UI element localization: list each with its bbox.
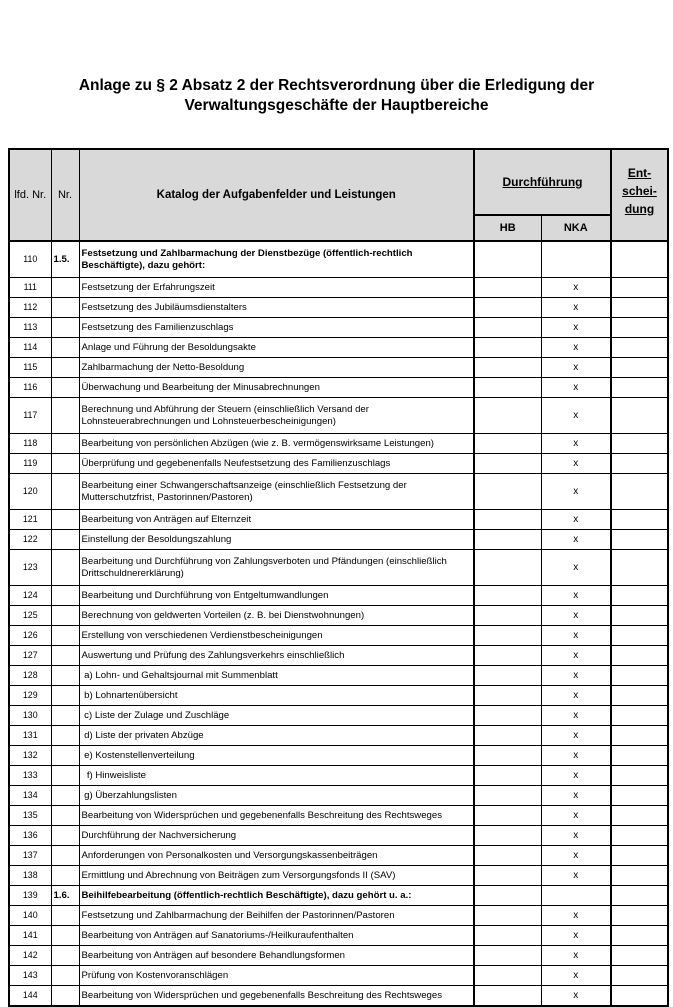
row-task-text: Zahlbarmachung der Netto-Besoldung — [79, 358, 474, 378]
row-entscheidung-mark — [611, 866, 668, 886]
row-nr — [51, 338, 79, 358]
row-nka-mark: x — [541, 318, 611, 338]
row-task-text: a) Lohn- und Gehaltsjournal mit Summenblatt — [79, 666, 474, 686]
row-nka-mark: x — [541, 906, 611, 926]
row-lfd-nr: 138 — [9, 866, 51, 886]
row-hb-mark — [474, 278, 541, 298]
table-row — [9, 586, 668, 606]
row-task-text: d) Liste der privaten Abzüge — [79, 726, 474, 746]
row-nr — [51, 946, 79, 966]
row-nka-mark: x — [541, 510, 611, 530]
row-hb-mark — [474, 886, 541, 906]
row-entscheidung-mark — [611, 986, 668, 1007]
row-nr — [51, 318, 79, 338]
row-hb-mark — [474, 298, 541, 318]
row-nka-mark: x — [541, 806, 611, 826]
row-hb-mark — [474, 434, 541, 454]
row-lfd-nr: 127 — [9, 646, 51, 666]
row-nr — [51, 786, 79, 806]
row-lfd-nr: 141 — [9, 926, 51, 946]
row-nka-mark: x — [541, 530, 611, 550]
row-entscheidung-mark — [611, 746, 668, 766]
row-hb-mark — [474, 318, 541, 338]
row-task-text: f) Hinweisliste — [79, 766, 474, 786]
row-nr — [51, 550, 79, 586]
row-lfd-nr: 125 — [9, 606, 51, 626]
row-lfd-nr: 135 — [9, 806, 51, 826]
table-row — [9, 338, 668, 358]
row-lfd-nr: 131 — [9, 726, 51, 746]
table-row — [9, 378, 668, 398]
row-nka-mark: x — [541, 786, 611, 806]
row-task-text: Anlage und Führung der Besoldungsakte — [79, 338, 474, 358]
row-entscheidung-mark — [611, 726, 668, 746]
table-row — [9, 806, 668, 826]
table-row — [9, 846, 668, 866]
row-hb-mark — [474, 646, 541, 666]
row-lfd-nr: 116 — [9, 378, 51, 398]
row-task-text: Auswertung und Prüfung des Zahlungsverkehrs einschließlich — [79, 646, 474, 666]
header-lfd-nr: lfd. Nr. — [9, 149, 51, 241]
row-nka-mark: x — [541, 378, 611, 398]
row-lfd-nr: 112 — [9, 298, 51, 318]
table-row — [9, 666, 668, 686]
row-lfd-nr: 144 — [9, 986, 51, 1007]
row-entscheidung-mark — [611, 474, 668, 510]
row-nka-mark: x — [541, 866, 611, 886]
row-lfd-nr: 115 — [9, 358, 51, 378]
row-nka-mark: x — [541, 966, 611, 986]
row-hb-mark — [474, 510, 541, 530]
row-nka-mark: x — [541, 434, 611, 454]
table-row — [9, 726, 668, 746]
row-task-text: b) Lohnartenübersicht — [79, 686, 474, 706]
row-nka-mark: x — [541, 926, 611, 946]
task-catalog-table — [8, 148, 669, 1007]
row-task-text: Durchführung der Nachversicherung — [79, 826, 474, 846]
row-hb-mark — [474, 666, 541, 686]
title-line-1: Anlage zu § 2 Absatz 2 der Rechtsverordnung über die Erledigung der — [78, 77, 595, 94]
header-durchfuehrung: Durchführung — [474, 149, 611, 215]
row-hb-mark — [474, 686, 541, 706]
row-lfd-nr: 128 — [9, 666, 51, 686]
row-entscheidung-mark — [611, 454, 668, 474]
row-lfd-nr: 119 — [9, 454, 51, 474]
row-lfd-nr: 111 — [9, 278, 51, 298]
table-row — [9, 626, 668, 646]
row-nr — [51, 726, 79, 746]
header-nka: NKA — [541, 215, 611, 241]
row-entscheidung-mark — [611, 646, 668, 666]
row-nka-mark: x — [541, 454, 611, 474]
row-nka-mark: x — [541, 646, 611, 666]
row-entscheidung-mark — [611, 298, 668, 318]
row-task-text: Festsetzung und Zahlbarmachung der Dienstbezüge (öffentlich-rechtlich Beschäftigte), dazu gehört: — [79, 241, 474, 278]
header-nr: Nr. — [51, 149, 79, 241]
row-entscheidung-mark — [611, 686, 668, 706]
table-row — [9, 398, 668, 434]
table-row — [9, 318, 668, 338]
row-hb-mark — [474, 474, 541, 510]
table-row — [9, 766, 668, 786]
row-hb-mark — [474, 866, 541, 886]
row-nr — [51, 454, 79, 474]
row-hb-mark — [474, 378, 541, 398]
row-entscheidung-mark — [611, 278, 668, 298]
row-lfd-nr: 143 — [9, 966, 51, 986]
table-row — [9, 986, 668, 1007]
row-task-text: Beihilfebearbeitung (öffentlich-rechtlich Beschäftigte), dazu gehört u. a.: — [79, 886, 474, 906]
row-task-text: Einstellung der Besoldungszahlung — [79, 530, 474, 550]
row-lfd-nr: 117 — [9, 398, 51, 434]
row-hb-mark — [474, 726, 541, 746]
row-hb-mark — [474, 550, 541, 586]
row-lfd-nr: 142 — [9, 946, 51, 966]
row-nka-mark: x — [541, 606, 611, 626]
row-nka-mark: x — [541, 686, 611, 706]
row-lfd-nr: 122 — [9, 530, 51, 550]
row-nr: 1.5. — [51, 241, 79, 278]
row-nr — [51, 510, 79, 530]
row-task-text: Festsetzung des Familienzuschlags — [79, 318, 474, 338]
row-hb-mark — [474, 586, 541, 606]
row-entscheidung-mark — [611, 706, 668, 726]
table-row — [9, 886, 668, 906]
row-task-text: Bearbeitung von Anträgen auf Elternzeit — [79, 510, 474, 530]
row-entscheidung-mark — [611, 606, 668, 626]
row-task-text: Berechnung von geldwerten Vorteilen (z. B. bei Dienstwohnungen) — [79, 606, 474, 626]
row-hb-mark — [474, 606, 541, 626]
table-row — [9, 946, 668, 966]
row-entscheidung-mark — [611, 666, 668, 686]
row-task-text: Bearbeitung und Durchführung von Entgeltumwandlungen — [79, 586, 474, 606]
row-entscheidung-mark — [611, 626, 668, 646]
row-nr — [51, 398, 79, 434]
row-entscheidung-mark — [611, 906, 668, 926]
row-nka-mark: x — [541, 550, 611, 586]
row-lfd-nr: 137 — [9, 846, 51, 866]
row-nr — [51, 686, 79, 706]
row-nr — [51, 846, 79, 866]
header-entscheidung: Ent- schei- dung — [611, 149, 668, 241]
table-row — [9, 826, 668, 846]
row-nka-mark: x — [541, 474, 611, 510]
row-entscheidung-mark — [611, 398, 668, 434]
row-entscheidung-mark — [611, 510, 668, 530]
row-lfd-nr: 118 — [9, 434, 51, 454]
table-row — [9, 706, 668, 726]
row-nka-mark: x — [541, 946, 611, 966]
table-row — [9, 454, 668, 474]
row-nr — [51, 966, 79, 986]
row-hb-mark — [474, 454, 541, 474]
row-task-text: Ermittlung und Abrechnung von Beiträgen zum Versorgungsfonds II (SAV) — [79, 866, 474, 886]
row-nka-mark: x — [541, 298, 611, 318]
row-nr: 1.6. — [51, 886, 79, 906]
table-row — [9, 866, 668, 886]
row-task-text: Festsetzung des Jubiläumsdienstalters — [79, 298, 474, 318]
table-row — [9, 646, 668, 666]
row-lfd-nr: 113 — [9, 318, 51, 338]
row-task-text: Festsetzung der Erfahrungszeit — [79, 278, 474, 298]
table-row — [9, 241, 668, 278]
table-row — [9, 550, 668, 586]
table-row — [9, 278, 668, 298]
row-hb-mark — [474, 986, 541, 1007]
row-task-text: g) Überzahlungslisten — [79, 786, 474, 806]
row-task-text: Berechnung und Abführung der Steuern (einschließlich Versand der Lohnsteuerabrechnungen und Lohnsteuerbescheinigungen) — [79, 398, 474, 434]
row-hb-mark — [474, 338, 541, 358]
row-lfd-nr: 120 — [9, 474, 51, 510]
row-task-text: Bearbeitung einer Schwangerschaftsanzeige (einschließlich Festsetzung der Mutterschutzfrist, Pastorinnen/Pastoren) — [79, 474, 474, 510]
row-lfd-nr: 136 — [9, 826, 51, 846]
row-entscheidung-mark — [611, 338, 668, 358]
header-katalog: Katalog der Aufgabenfelder und Leistungen — [79, 149, 474, 241]
row-nr — [51, 926, 79, 946]
row-entscheidung-mark — [611, 966, 668, 986]
row-nka-mark: x — [541, 846, 611, 866]
row-nr — [51, 378, 79, 398]
row-lfd-nr: 133 — [9, 766, 51, 786]
table-row — [9, 530, 668, 550]
row-hb-mark — [474, 786, 541, 806]
row-nr — [51, 626, 79, 646]
row-nr — [51, 706, 79, 726]
row-nka-mark: x — [541, 826, 611, 846]
row-nr — [51, 986, 79, 1007]
row-lfd-nr: 132 — [9, 746, 51, 766]
row-entscheidung-mark — [611, 766, 668, 786]
row-hb-mark — [474, 241, 541, 278]
row-lfd-nr: 124 — [9, 586, 51, 606]
row-hb-mark — [474, 946, 541, 966]
row-nr — [51, 278, 79, 298]
row-task-text: e) Kostenstellenverteilung — [79, 746, 474, 766]
row-entscheidung-mark — [611, 846, 668, 866]
row-nr — [51, 766, 79, 786]
row-entscheidung-mark — [611, 530, 668, 550]
row-nka-mark: x — [541, 746, 611, 766]
row-entscheidung-mark — [611, 318, 668, 338]
table-row — [9, 746, 668, 766]
row-nka-mark: x — [541, 586, 611, 606]
row-task-text: Überprüfung und gegebenenfalls Neufestsetzung des Familienzuschlags — [79, 454, 474, 474]
row-hb-mark — [474, 906, 541, 926]
table-row — [9, 298, 668, 318]
row-lfd-nr: 114 — [9, 338, 51, 358]
row-task-text: Überwachung und Bearbeitung der Minusabrechnungen — [79, 378, 474, 398]
row-entscheidung-mark — [611, 378, 668, 398]
row-nr — [51, 826, 79, 846]
row-lfd-nr: 110 — [9, 241, 51, 278]
row-nr — [51, 666, 79, 686]
row-hb-mark — [474, 926, 541, 946]
row-nr — [51, 866, 79, 886]
row-nka-mark — [541, 886, 611, 906]
row-entscheidung-mark — [611, 806, 668, 826]
table-row — [9, 966, 668, 986]
table-row — [9, 606, 668, 626]
row-task-text: c) Liste der Zulage und Zuschläge — [79, 706, 474, 726]
row-task-text: Bearbeitung von Anträgen auf besondere Behandlungsformen — [79, 946, 474, 966]
row-nr — [51, 746, 79, 766]
row-hb-mark — [474, 626, 541, 646]
row-entscheidung-mark — [611, 586, 668, 606]
row-hb-mark — [474, 966, 541, 986]
title-line-2: Verwaltungsgeschäfte der Hauptbereiche — [184, 97, 489, 114]
row-nr — [51, 906, 79, 926]
table-row — [9, 510, 668, 530]
row-nr — [51, 806, 79, 826]
row-task-text: Bearbeitung von Widersprüchen und gegebenenfalls Beschreitung des Rechtsweges — [79, 986, 474, 1007]
row-lfd-nr: 134 — [9, 786, 51, 806]
header-hb: HB — [474, 215, 541, 241]
row-entscheidung-mark — [611, 358, 668, 378]
row-nr — [51, 646, 79, 666]
table-row — [9, 786, 668, 806]
row-nka-mark — [541, 241, 611, 278]
row-lfd-nr: 123 — [9, 550, 51, 586]
row-lfd-nr: 139 — [9, 886, 51, 906]
table-row — [9, 474, 668, 510]
row-task-text: Anforderungen von Personalkosten und Versorgungskassenbeiträgen — [79, 846, 474, 866]
row-hb-mark — [474, 846, 541, 866]
row-nr — [51, 358, 79, 378]
row-hb-mark — [474, 398, 541, 434]
row-entscheidung-mark — [611, 946, 668, 966]
row-hb-mark — [474, 746, 541, 766]
row-nr — [51, 586, 79, 606]
row-lfd-nr: 126 — [9, 626, 51, 646]
row-entscheidung-mark — [611, 926, 668, 946]
row-task-text: Prüfung von Kostenvoranschlägen — [79, 966, 474, 986]
row-entscheidung-mark — [611, 886, 668, 906]
row-nka-mark: x — [541, 726, 611, 746]
row-nka-mark: x — [541, 338, 611, 358]
row-nka-mark: x — [541, 278, 611, 298]
row-entscheidung-mark — [611, 826, 668, 846]
table-row — [9, 434, 668, 454]
row-entscheidung-mark — [611, 786, 668, 806]
table-row — [9, 906, 668, 926]
row-nr — [51, 474, 79, 510]
document-title — [0, 76, 673, 116]
row-hb-mark — [474, 706, 541, 726]
row-entscheidung-mark — [611, 434, 668, 454]
row-nka-mark: x — [541, 766, 611, 786]
row-nr — [51, 530, 79, 550]
row-hb-mark — [474, 358, 541, 378]
row-nr — [51, 298, 79, 318]
row-nka-mark: x — [541, 398, 611, 434]
row-nr — [51, 434, 79, 454]
row-nka-mark: x — [541, 626, 611, 646]
row-task-text: Bearbeitung von persönlichen Abzügen (wie z. B. vermögenswirksame Leistungen) — [79, 434, 474, 454]
row-nka-mark: x — [541, 986, 611, 1007]
table-row — [9, 358, 668, 378]
row-lfd-nr: 121 — [9, 510, 51, 530]
row-task-text: Erstellung von verschiedenen Verdienstbescheinigungen — [79, 626, 474, 646]
row-task-text: Bearbeitung von Widersprüchen und gegebenenfalls Beschreitung des Rechtsweges — [79, 806, 474, 826]
row-nka-mark: x — [541, 706, 611, 726]
row-lfd-nr: 129 — [9, 686, 51, 706]
row-task-text: Bearbeitung und Durchführung von Zahlungsverboten und Pfändungen (einschließlich Drittschuldnererklärung) — [79, 550, 474, 586]
row-entscheidung-mark — [611, 550, 668, 586]
row-entscheidung-mark — [611, 241, 668, 278]
row-hb-mark — [474, 766, 541, 786]
row-task-text: Festsetzung und Zahlbarmachung der Beihilfen der Pastorinnen/Pastoren — [79, 906, 474, 926]
row-nka-mark: x — [541, 358, 611, 378]
row-hb-mark — [474, 806, 541, 826]
row-hb-mark — [474, 530, 541, 550]
row-task-text: Bearbeitung von Anträgen auf Sanatoriums-/Heilkuraufenthalten — [79, 926, 474, 946]
row-lfd-nr: 140 — [9, 906, 51, 926]
table-row — [9, 926, 668, 946]
row-lfd-nr: 130 — [9, 706, 51, 726]
table-row — [9, 686, 668, 706]
row-nr — [51, 606, 79, 626]
row-hb-mark — [474, 826, 541, 846]
row-nka-mark: x — [541, 666, 611, 686]
